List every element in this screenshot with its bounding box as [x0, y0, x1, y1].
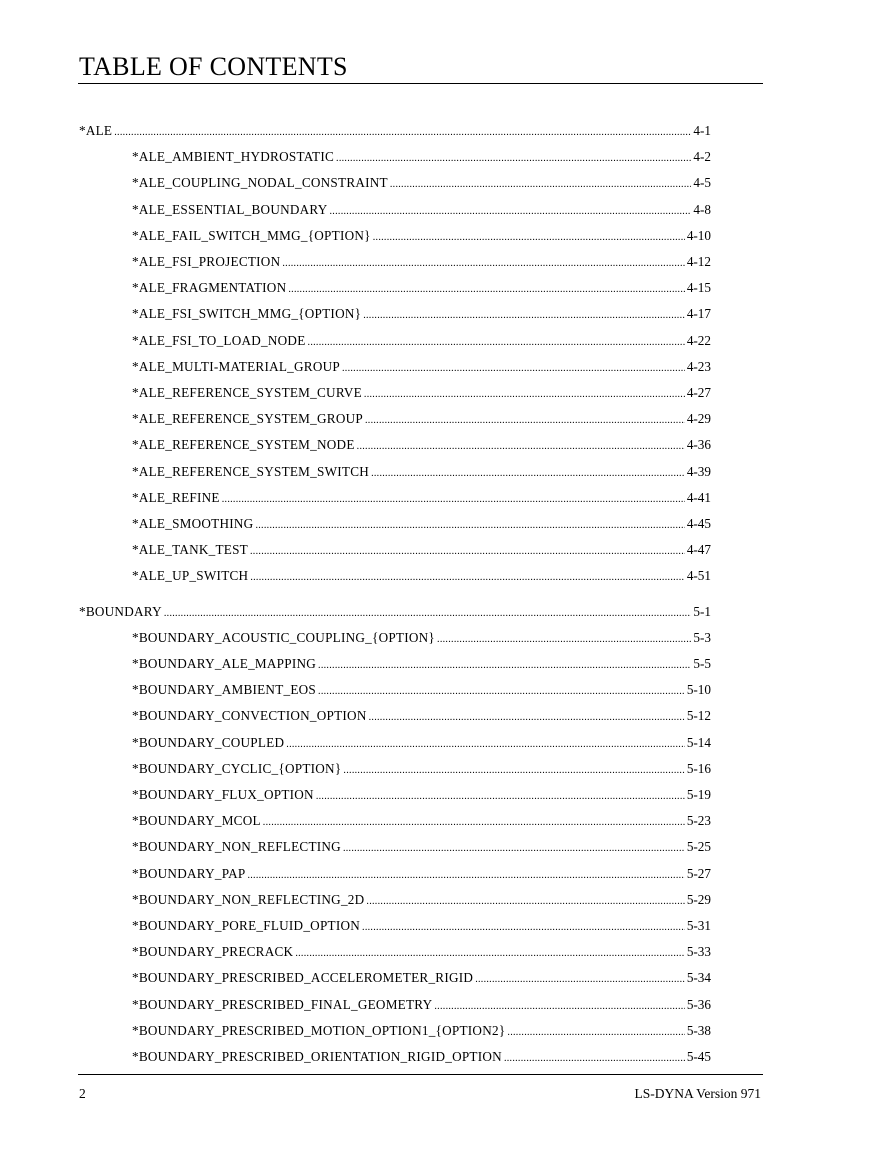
dot-leader: [286, 737, 685, 753]
toc-entry-page: 4-39: [686, 463, 711, 479]
toc-entry: [132, 385, 711, 403]
toc-entry-page: 5-12: [686, 708, 711, 724]
dot-leader: [114, 125, 691, 141]
dot-leader: [373, 230, 685, 246]
toc-entry-page: 5-14: [686, 734, 711, 750]
dot-leader: [164, 606, 692, 622]
toc-entry: [132, 918, 711, 936]
toc-entry: [132, 411, 711, 429]
toc-entry-label: *BOUNDARY_PORE_FLUID_OPTION: [132, 918, 361, 933]
toc-entry: [132, 1049, 711, 1067]
toc-entry: [132, 630, 711, 648]
toc-entry-label: *BOUNDARY_ALE_MAPPING: [132, 656, 317, 671]
toc-entry-page: 4-1: [693, 123, 711, 138]
toc-entry: [132, 359, 711, 377]
dot-leader: [507, 1025, 684, 1041]
toc-entry: [132, 149, 711, 167]
toc-entry-label: *BOUNDARY_ACOUSTIC_COUPLING_{OPTION}: [132, 629, 436, 645]
toc-entry-page: 5-36: [686, 996, 711, 1012]
toc-entry-page: 5-5: [693, 656, 711, 671]
toc-entry-page: 4-45: [686, 516, 711, 531]
toc-entry: [132, 970, 711, 988]
toc-entry: [132, 175, 711, 193]
toc-entry-page: 4-17: [686, 306, 711, 322]
toc-entry-page: 5-27: [686, 865, 711, 881]
dot-leader: [308, 335, 685, 351]
toc-entry-page: 4-41: [686, 489, 711, 505]
toc-entry-page: 4-27: [686, 385, 711, 400]
toc-entry-label: *BOUNDARY_PRESCRIBED_ORIENTATION_RIGID_OPTION: [132, 1049, 502, 1064]
toc-entry: [132, 787, 711, 805]
dot-leader: [318, 684, 685, 700]
dot-leader: [295, 946, 684, 962]
toc-entry-label: *ALE_FRAGMENTATION: [132, 280, 287, 296]
toc-entry: [132, 839, 711, 857]
toc-entry: [132, 306, 711, 324]
toc-entry: [132, 228, 711, 246]
toc-entry: [132, 1023, 711, 1041]
toc-entry-label: *ALE_FSI_TO_LOAD_NODE: [132, 332, 306, 348]
dot-leader: [247, 868, 684, 884]
toc-entry-label: *ALE_COUPLING_NODAL_CONSTRAINT: [132, 175, 388, 191]
page-title: TABLE OF CONTENTS: [79, 52, 348, 81]
toc-entry-label: *ALE_REFERENCE_SYSTEM_SWITCH: [132, 463, 370, 479]
dot-leader: [318, 658, 691, 674]
toc-entry-page: 5-19: [686, 787, 711, 802]
dot-leader: [365, 413, 685, 429]
dot-leader: [371, 466, 685, 482]
toc-entry-label: *ALE_UP_SWITCH: [132, 568, 249, 584]
dot-leader: [363, 308, 685, 324]
toc-entry: [132, 682, 711, 700]
toc-entry-page: 5-23: [686, 813, 711, 829]
dot-leader: [282, 256, 684, 272]
toc-entry-label: *BOUNDARY_PRESCRIBED_ACCELEROMETER_RIGID: [132, 970, 474, 986]
toc-entry: [132, 437, 711, 455]
dot-leader: [342, 361, 685, 377]
toc-entry-label: *BOUNDARY_CYCLIC_{OPTION}: [132, 760, 342, 776]
toc-entry-label: *BOUNDARY_NON_REFLECTING_2D: [132, 891, 365, 907]
footer-divider: [78, 1074, 763, 1075]
dot-leader: [263, 815, 685, 831]
toc-entry-page: 5-29: [686, 891, 711, 907]
toc-entry-page: 5-31: [686, 918, 711, 933]
toc-entry: [132, 866, 711, 884]
toc-entry-label: *BOUNDARY_PRESCRIBED_MOTION_OPTION1_{OPTION2}: [132, 1022, 506, 1038]
dot-leader: [366, 894, 684, 910]
toc-section-entry: [79, 123, 711, 141]
toc-entry-label: *ALE_REFERENCE_SYSTEM_CURVE: [132, 385, 362, 400]
dot-leader: [343, 841, 685, 857]
toc-entry-label: *BOUNDARY_MCOL: [132, 813, 261, 829]
dot-leader: [343, 763, 684, 779]
toc-entry-label: *BOUNDARY_CONVECTION_OPTION: [132, 708, 367, 724]
dot-leader: [437, 632, 691, 648]
toc-entry: [132, 542, 711, 560]
dot-leader: [250, 544, 685, 560]
toc-entry-page: 4-2: [693, 149, 711, 165]
toc-entry: [132, 464, 711, 482]
toc-entry-page: 5-3: [693, 629, 711, 645]
toc-entry: [132, 761, 711, 779]
toc-entry: [132, 333, 711, 351]
dot-leader: [250, 570, 684, 586]
footer-product-version: LS-DYNA Version 971: [634, 1086, 761, 1101]
toc-entry-label: *ALE_REFINE: [132, 489, 220, 505]
dot-leader: [336, 151, 691, 167]
toc-entry: [132, 516, 711, 534]
dot-leader: [330, 204, 692, 220]
toc-entry-label: *ALE: [79, 123, 113, 138]
toc-entry-page: 5-38: [686, 1022, 711, 1038]
toc-entry-page: 4-29: [686, 411, 711, 427]
toc-entry-page: 4-23: [686, 358, 711, 374]
toc-entry: [132, 997, 711, 1015]
toc-entry-page: 5-33: [686, 944, 711, 960]
toc-entry: [132, 280, 711, 298]
dot-leader: [369, 710, 685, 726]
dot-leader: [357, 439, 685, 455]
toc-entry-label: *ALE_AMBIENT_HYDROSTATIC: [132, 149, 335, 165]
toc-entry-page: 4-8: [693, 201, 711, 217]
toc-entry-page: 4-15: [686, 280, 711, 296]
toc-entry-page: 5-34: [686, 970, 711, 986]
toc-entry-page: 4-36: [686, 437, 711, 453]
toc-entry-label: *BOUNDARY_PAP: [132, 865, 246, 881]
toc-entry-label: *BOUNDARY_AMBIENT_EOS: [132, 682, 317, 698]
dot-leader: [434, 999, 684, 1015]
dot-leader: [364, 387, 685, 403]
toc-entry: [132, 813, 711, 831]
footer-page-number: 2: [79, 1086, 86, 1101]
toc-entry-label: *ALE_REFERENCE_SYSTEM_GROUP: [132, 411, 363, 427]
toc-entry: [132, 944, 711, 962]
dot-leader: [390, 177, 692, 193]
toc-entry: [132, 892, 711, 910]
toc-entry: [132, 735, 711, 753]
toc-entry-page: 5-16: [686, 760, 711, 776]
toc-entry-page: 4-5: [693, 175, 711, 191]
toc-entry-label: *ALE_FAIL_SWITCH_MMG_{OPTION}: [132, 227, 371, 243]
toc-entry-page: 5-1: [693, 603, 711, 619]
toc-section-entry: [79, 604, 711, 622]
toc-entry-label: *BOUNDARY_COUPLED: [132, 734, 285, 750]
dot-leader: [475, 972, 685, 988]
toc-entry: [132, 254, 711, 272]
toc-entry-label: *BOUNDARY_NON_REFLECTING: [132, 839, 341, 855]
toc-entry-page: 5-45: [686, 1049, 711, 1064]
toc-entry-label: *ALE_TANK_TEST: [132, 542, 248, 558]
toc-entry-label: *ALE_FSI_SWITCH_MMG_{OPTION}: [132, 306, 362, 322]
toc-entry-page: 5-25: [686, 839, 711, 855]
toc-entry-label: *ALE_FSI_PROJECTION: [132, 254, 281, 269]
toc-entry-page: 5-10: [686, 682, 711, 698]
toc-entry-label: *ALE_MULTI-MATERIAL_GROUP: [132, 358, 340, 374]
toc-entry: [132, 202, 711, 220]
toc-entry-label: *ALE_ESSENTIAL_BOUNDARY: [132, 201, 328, 217]
dot-leader: [288, 282, 684, 298]
dot-leader: [504, 1051, 685, 1067]
toc-entry-label: *ALE_REFERENCE_SYSTEM_NODE: [132, 437, 355, 453]
toc-entry: [132, 568, 711, 586]
toc-entry: [132, 708, 711, 726]
toc-entry-page: 4-47: [686, 542, 711, 558]
toc-entry: [132, 656, 711, 674]
dot-leader: [362, 920, 685, 936]
toc-entry-label: *BOUNDARY: [79, 603, 162, 619]
dot-leader: [255, 518, 684, 534]
toc-entry-page: 4-22: [686, 332, 711, 348]
toc-entry-label: *ALE_SMOOTHING: [132, 516, 254, 531]
dot-leader: [316, 789, 685, 805]
toc-entry-label: *BOUNDARY_PRESCRIBED_FINAL_GEOMETRY: [132, 996, 433, 1012]
toc-entry-label: *BOUNDARY_PRECRACK: [132, 944, 294, 960]
dot-leader: [222, 492, 685, 508]
toc-entry: [132, 490, 711, 508]
toc-entry-page: 4-51: [686, 568, 711, 584]
toc-entry-page: 4-10: [686, 227, 711, 243]
toc-entry-page: 4-12: [686, 254, 711, 269]
toc-entry-label: *BOUNDARY_FLUX_OPTION: [132, 787, 314, 802]
